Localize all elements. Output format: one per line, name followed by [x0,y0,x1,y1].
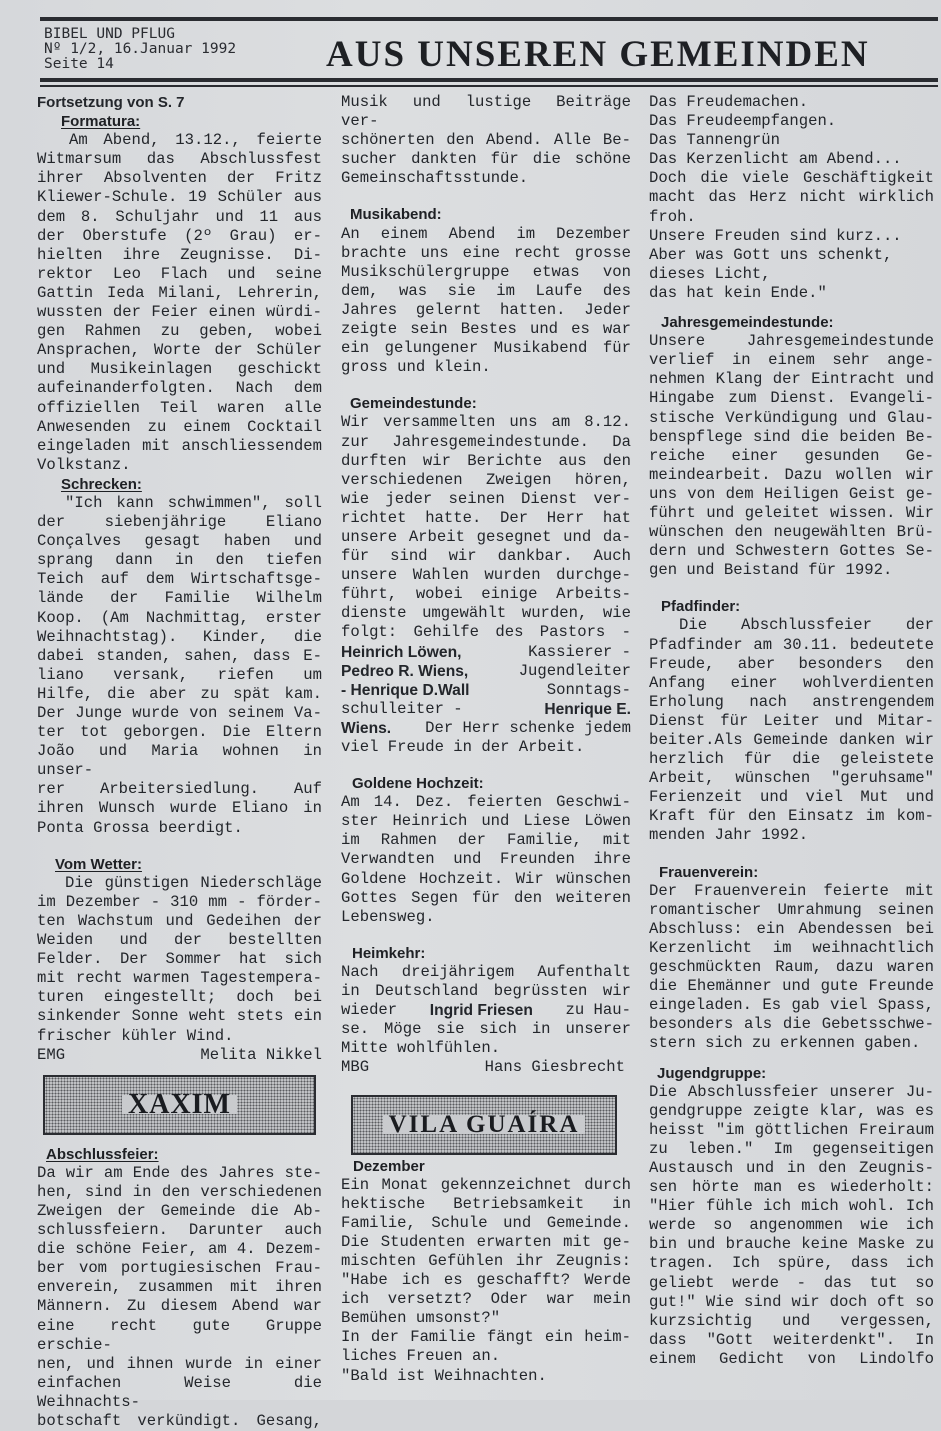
signature-row [341,1058,631,1077]
article-heimkehr [341,963,631,1078]
elected-role: Kassierer - [528,642,631,661]
text-line: Die günstigen Niederschläge [65,873,322,892]
text-line: nen, und ihnen wurde in einer [37,1354,322,1373]
text-line: zu leben." Im gegenseitigen [649,1139,934,1158]
text-line: gen Rahmen zu geben, wobei [37,322,322,341]
text-line: Jahres gelernt hatten. Jeder [341,300,631,319]
poem-line: das hat kein Ende." [649,283,827,302]
signature-author: Hans Giesbrecht [484,1058,625,1077]
section-banner-vila-guaira [351,1095,617,1155]
header-rule-thin [40,85,938,87]
poem [649,93,934,303]
text-line: reiche einer gesunden Ge- [649,446,934,465]
poem-line: Unsere Freuden sind kurz... [649,226,902,245]
text-line: gendgruppe zeigte klar, was es [649,1101,934,1120]
signature-row [37,1046,322,1065]
article-jugendgruppe [649,1083,934,1369]
signature-initials: EMG [37,1045,66,1064]
text-line: Der Junge wurde von seinem Va- [37,704,322,722]
text-line: liches Freuen an. [341,1347,501,1366]
text-line: verschiedenen Zweigen hören, [341,470,631,489]
text-line: Hilfe, die aber zu spät kam. [37,684,322,703]
heading-abschlussfeier: Abschlussfeier: [46,1145,159,1163]
text-line: ihrer Absolventen der Fritz [37,169,322,188]
text-line: hen, sind in den verschiedenen [37,1182,322,1201]
text-line: dem, was sie im Laufe des [341,281,631,300]
text-line: Goldene Hochzeit. Wir wünschen [341,869,631,888]
text-line: dabei standen, sahen, dass E- [37,646,322,665]
text-line: zur Jahresgemeindestunde. Da [341,432,631,451]
poem-line: Das Kerzenlicht am Abend... [649,150,902,169]
article-jahresgemeindestunde [649,332,934,580]
text-line: ter tot geborgen. Die Eltern [37,723,322,742]
text-line: verlief in einem sehr ange- [649,351,934,370]
text-line: schönerten den Abend. Alle Be- [341,131,631,150]
signature-author: Melita Nikkel [200,1045,322,1064]
text-fragment: zu Hau- [565,1001,631,1020]
text-line: im Rahmen der Familie, mit [341,831,631,850]
text-line: bin und brauche keine Maske zu [649,1235,934,1254]
text-line: Witmarsum das Abschlussfest [37,150,322,169]
elected-name: Henrique E. [544,700,631,718]
text-line: Arbeit, wünschen "geruhsame" [649,769,934,788]
text-line: stische Verkündigung und Glau- [649,408,934,427]
text-line: führt, wobei einige Arbeits- [341,585,631,604]
article-musikabend [341,225,631,378]
text-line: dem 8. Schuljahr und 11 aus [37,207,322,226]
top-rule [40,17,938,21]
text-line: "Hier fühle ich mich wohl. Ich [649,1197,934,1216]
text-line: Lebensweg. [341,907,435,926]
text-line: führt und geleitet wissen. Wir [649,503,934,522]
poem-line: Das Tannengrün [649,131,781,150]
heading-musikabend: Musikabend: [350,206,442,224]
text-line: Am Abend, 13.12., feierte [69,131,322,150]
text-line: wie jeder seinen Dienst ver- [341,489,631,508]
text-line: Zweigen der Gemeinde die Ab- [37,1201,322,1220]
text-line: für sind wir dankbar. Auch [341,547,631,566]
text-line: stern sich zu erkennen gaben. [649,1034,921,1053]
text-line: Kerzenlicht im weihnachtlich [649,938,934,957]
text-line: nehmen Klang der Eintracht und [649,370,934,389]
text-line: Anfang einer wohlverdienten [649,673,934,692]
text-line: Abschluss: ein Abendessen bei [649,919,934,938]
elected-role: Jugendleiter [518,661,631,680]
text-line: hielten ihre Zeugnisse. Di- [37,245,322,264]
text-line: rer Arbeitersiedlung. Auf [37,780,322,799]
continuation-note: Fortsetzung von S. 7 [37,94,185,111]
text-line: Ponta Grossa beerdigt. [37,818,243,837]
elected-role: schulleiter - [341,699,463,718]
text-line: Pfadfinder am 30.11. bedeutete [649,635,934,654]
text-line: liano versank, riefen um [37,665,322,684]
text-line: enverein, zusammen mit ihren [37,1278,322,1297]
text-line: botschaft verkündigt. Gesang, [37,1412,322,1430]
heading-jahresgemeindestunde: Jahresgemeindestunde: [661,314,834,332]
text-line: eine recht gute Gruppe erschie- [37,1316,322,1354]
text-line: geliebt werde - das tut so [649,1273,934,1292]
text-line: Ansprachen, Worte der Schüler [37,341,322,360]
heading-frauenverein: Frauenverein: [659,863,759,881]
text-line: ber vom portugiesischen Frau- [37,1259,322,1278]
text-line: meindearbeit. Dazu wollen wir [649,465,934,484]
text-line: Verwandten und Freunden ihre [341,850,631,869]
article-wetter [37,874,322,1065]
heading-pfadfinder: Pfadfinder: [661,598,741,616]
text-line: Conçalves gesagt haben und [37,532,322,551]
text-line: Felder. Der Sommer hat sich [37,950,322,969]
heading-formatura: Formatura: [61,113,141,131]
poem-line: dieses Licht, [649,264,771,283]
text-line: ich versetzt? Oder war mein [341,1290,631,1309]
text-line: der Oberstufe (2º Grau) er- [37,226,322,245]
text-line: Wir versammelten uns am 8.12. [341,413,631,432]
elected-name: Heinrich Löwen, [341,643,462,661]
text-line: Kliewer-Schule. 19 Schüler aus [37,188,322,207]
article-gemeindestunde [341,413,631,757]
text-line: die Ehemänner und gute Freunde [649,977,934,996]
text-line: dern und Schwestern Gottes Se- [649,542,934,561]
article-goldene-hochzeit [341,793,631,927]
article-abschlussfeier [37,1164,322,1431]
text-line: Bemühen umsonst?" [341,1309,501,1328]
text-line: ihren Wunsch wurde Eliano in [37,799,322,818]
elected-role: Sonntags- [546,680,631,699]
text-line: Kraft für den Einsatz im kom- [649,807,934,826]
heading-wetter: Vom Wetter: [55,855,142,873]
text-line: sen hörte man es wiederholt: [649,1178,934,1197]
text-line: se. Möge sie sich in unserer [341,1020,631,1039]
poem-line: froh. [649,207,696,226]
text-line: Anwesenden zu einem Cocktail [37,417,322,436]
banner-label: VILA GUAÍRA [383,1115,586,1134]
text-line: wussten der Feier einen würdi- [37,303,322,322]
text-line: der siebenjährige Eliano [37,513,322,532]
text-line: João und Maria wohnen in unser- [37,742,322,780]
text-line: in Deutschland begrüssten wir [341,982,631,1001]
signature-initials: MBG [341,1058,370,1077]
text-line: Ein Monat gekennzeichnet durch [341,1175,631,1194]
issue-date: Nº 1/2, 16.Januar 1992 [44,41,237,57]
heading-heimkehr: Heimkehr: [352,944,426,962]
text-line: Koop. (Am Nachmittag, erster [37,608,322,627]
text-line: In der Familie fängt ein heim- [341,1328,631,1347]
text-line: mischten Gefühlen ihr Zeugnis: [341,1251,631,1270]
text-line: eingeladen mit anschliessendem [37,436,322,455]
elected-name: Pedreo R. Wiens, [341,662,469,680]
article-frauenverein [649,882,934,1054]
text-line [341,681,631,700]
text-line: zeigte sein Bestes und es war [341,320,631,339]
text-line: Dienst für Leiter und Mitar- [649,711,934,730]
text-line: Austausch und in den Zeugnis- [649,1158,934,1177]
text-line: Gottes Segen für den weiteren [341,888,631,907]
text-line: unsere Wahlen wurden durchge- [341,566,631,585]
text-line: rektor Leo Flach und seine [37,264,322,283]
text-line: Die Abschlussfeier der [679,616,934,635]
text-line: sucher dankten für die schöne [341,150,631,169]
text-line [341,700,631,719]
text-line: mit recht warmen Tagestempera- [37,969,322,988]
text-line: lände der Familie Wilhelm [37,589,322,608]
text-line: offiziellen Teil waren alle [37,398,322,417]
text-line: brachte uns eine recht grosse [341,243,631,262]
text-line: einem Gedicht von Lindolfo [649,1349,934,1368]
text-line: folgt: Gehilfe des Pastors - [341,623,631,642]
column-3 [649,93,934,1369]
heading-dezember: Dezember [353,1157,425,1175]
text-line [341,662,631,681]
text-line: gross und klein. [341,358,491,377]
elected-name: - Henrique D.Wall [341,681,470,699]
text-line: beiter.Als Gemeinde danken wir [649,731,934,749]
text-line: "Ich kann schwimmen", soll [65,493,322,512]
text-line: Musik und lustige Beiträge ver- [341,93,631,131]
text-line: Unsere Jahresgemeindestunde [649,332,934,351]
text-line: Der Frauenverein feierte mit [649,881,934,900]
text-line: ster Heinrich und Liese Löwen [341,812,631,831]
text-line: eingeladen. Es gab viel Spass, [649,996,934,1015]
text-line: hektische Betriebsamkeit in [341,1194,631,1213]
poem-line: Doch die viele Geschäftigkeit [649,169,934,188]
article-pfadfinder [649,616,934,845]
poem-line: macht das Herz nicht wirklich [649,188,934,207]
text-line: wünschen den neugewählten Brü- [649,523,934,542]
text-line: Freude, aber besonders den [649,654,934,673]
text-line: dass "Gott weiterdenkt". In [649,1330,934,1349]
text-line: benspflege sind die beiden Be- [649,427,934,446]
elected-name: Wiens. [341,719,392,737]
text-line: Volkstanz. [37,455,131,474]
text-line: An einem Abend im Dezember [341,224,631,243]
heading-goldene-hochzeit: Goldene Hochzeit: [352,775,484,793]
text-line: aufeinanderfolgten. Nach dem [37,379,322,398]
text-line: heisst "im göttlichen Freiraum [649,1120,934,1139]
column-2 [341,93,631,1386]
text-line: Gemeinschaftsstunde. [341,169,529,188]
poem-line: Das Freudemachen. [649,93,809,111]
text-line [341,719,631,738]
article-schrecken [37,494,322,838]
text-line [341,643,631,662]
text-line: herzlich für die geleistete [649,750,934,769]
text-line: Musikschülergruppe etwas von [341,262,631,281]
text-line: Die Studenten erwarten mit ge- [341,1232,631,1251]
text-line: richtet hatte. Der Herr hat [341,508,631,527]
text-line: die schöne Feier, am 4. Dezem- [37,1240,322,1259]
article-continued [341,93,631,188]
text-fragment: wieder [341,1001,398,1020]
text-line: werde so angenommen wie ich [649,1216,934,1235]
text-fragment: Der Herr schenke jedem [425,718,631,737]
text-line: ein gelungener Musikabend für [341,339,631,358]
text-line: besonders als die Gebetsschwe- [649,1015,934,1034]
text-line: Da wir am Ende des Jahres ste- [37,1163,322,1182]
text-line: Ferienzeit und viel Mut und [649,788,934,807]
text-line: geschmückten Raum, dazu waren [649,958,934,977]
text-line: unsere Arbeit gesegnet und da- [341,527,631,546]
text-line: gen und Beistand für 1992. [649,561,893,580]
page-number: Seite 14 [44,56,114,72]
poem-line: Das Freudeempfangen. [649,112,837,131]
text-line: Weihnachtstag). Kinder, die [37,627,322,646]
text-line: Männern. Zu diesem Abend war [37,1297,322,1316]
text-line: und Musikeinlagen geschickt [37,360,322,379]
text-line: tragen. Ich spüre, dass ich [649,1254,934,1273]
text-line: im Dezember - 310 mm - förder- [37,892,322,911]
heading-jugendgruppe: Jugendgruppe: [657,1064,767,1082]
text-line: Die Abschlussfeier unserer Ju- [649,1082,934,1101]
text-line: kurzsichtig und vergessen, [649,1311,934,1330]
column-1 [37,93,322,1431]
text-line: "Habe ich es geschafft? Werde [341,1271,631,1290]
text-line: sinkender Sonne weht stets ein [37,1007,322,1026]
text-line: schlussfeiern. Darunter auch [37,1221,322,1240]
heading-schrecken: Schrecken: [61,475,142,493]
header-rule [40,78,938,82]
heading-gemeindestunde: Gemeindestunde: [350,395,477,413]
masthead [44,27,236,72]
section-banner-xaxim [43,1075,316,1135]
publication-name: BIBEL UND PFLUG [44,26,175,42]
banner-label: XAXIM [122,1095,237,1114]
text-line: gut!" Wie sind wir doch oft so [649,1292,934,1311]
text-line: Teich auf dem Wirtschaftsge- [37,570,322,589]
text-line: durften wir Berichte aus den [341,451,631,470]
text-line: Hingabe zum Dienst. Evangeli- [649,389,934,408]
text-line: Weiden und der bestellten [37,931,322,950]
text-line: uns von dem Heiligen Geist ge- [649,484,934,503]
text-line [341,1001,631,1020]
text-line: frischer kühler Wind. [37,1026,234,1045]
article-formatura [37,131,322,475]
page-title: AUS UNSEREN GEMEINDEN [326,34,870,75]
text-line: dienste umgewählt wurden, wie [341,604,631,623]
text-line: turen eingestellt; doch bei [37,988,322,1007]
text-line: Nach dreijährigem Aufenthalt [341,962,631,981]
text-line: menden Jahr 1992. [649,826,809,845]
text-line: viel Freude in der Arbeit. [341,738,585,756]
text-line: Mitte wohlfühlen. [341,1039,501,1058]
text-line: Familie, Schule und Gemeinde. [341,1213,631,1232]
poem-line: Aber was Gott uns schenkt, [649,245,893,264]
text-line: einfachen Weise die Weihnachts- [37,1373,322,1411]
text-line: ten Wachstum und Gedeihen der [37,911,322,930]
text-line: Gattin Ieda Milani, Lehrerin, [37,283,322,302]
text-line: romantischer Umrahmung seinen [649,900,934,919]
article-dezember [341,1176,631,1386]
text-line: Am 14. Dez. feierten Geschwi- [341,793,631,812]
text-line: Erholung nach anstrengendem [649,692,934,711]
text-line: sprang dann in den tiefen [37,551,322,570]
text-line: "Bald ist Weihnachten. [341,1366,547,1385]
person-name: Ingrid Friesen [429,1002,533,1020]
